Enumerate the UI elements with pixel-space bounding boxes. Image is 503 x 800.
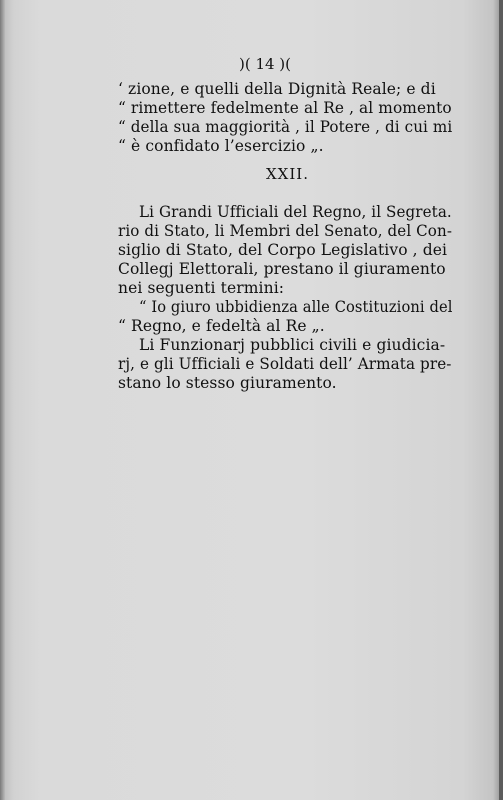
text-line-1: ‘ zione, e quelli della Dignità Reale; e di xyxy=(118,80,436,98)
page-right-edge xyxy=(499,0,503,800)
page-number: )( 14 )( xyxy=(238,55,292,73)
page-left-edge xyxy=(0,0,6,800)
body-line-10: stano lo stesso giuramento. xyxy=(118,374,337,392)
body-line-4: Collegj Elettorali, prestano il giuramento xyxy=(118,260,446,278)
section-heading: XXII. xyxy=(266,165,309,183)
body-line-8: Li Funzionarj pubblici civili e giudicia- xyxy=(139,336,446,354)
body-line-9: rj, e gli Ufficiali e Soldati dell’ Armata pre- xyxy=(118,355,452,373)
body-line-2: rio di Stato, li Membri del Senato, del Con- xyxy=(118,222,453,240)
body-line-7: “ Regno, e fedeltà al Re „. xyxy=(118,317,325,335)
body-line-5: nei seguenti termini: xyxy=(118,279,285,297)
body-line-1: Li Grandi Ufficiali del Regno, il Segreta. xyxy=(139,203,452,221)
text-line-2: “ rimettere fedelmente al Re , al momento xyxy=(118,99,452,117)
body-line-6: “ Io giuro ubbidienza alle Costituzioni del xyxy=(139,298,453,316)
text-line-4: “ è confidato l’esercizio „. xyxy=(118,137,324,155)
body-line-3: siglio di Stato, del Corpo Legislativo , dei xyxy=(118,241,448,259)
text-line-3: “ della sua maggiorità , il Potere , di cui mi xyxy=(118,118,453,136)
